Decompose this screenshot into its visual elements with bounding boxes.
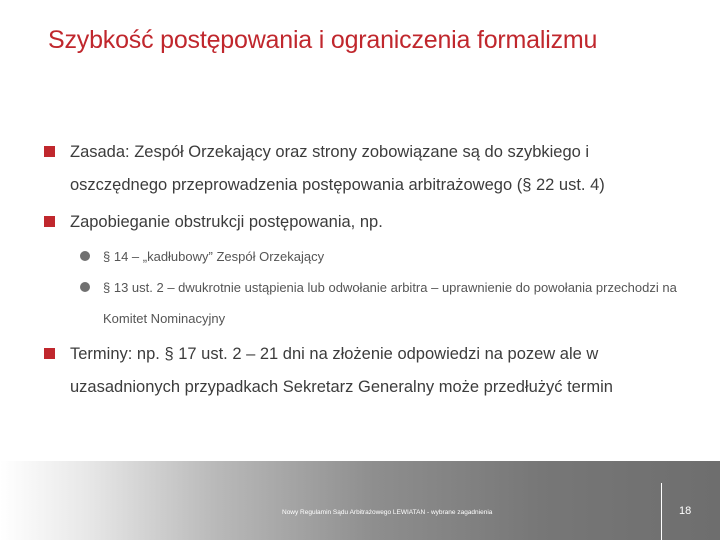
sub-bullet-list [44,241,684,334]
square-bullet-icon [44,216,55,227]
sub-bullet-text: § 13 ust. 2 – dwukrotnie ustąpienia lub odwołanie arbitra – uprawnienie do powołania przechodzi na Komitet Nominacyjny [103,280,677,326]
page-number: 18 [679,505,692,517]
footer-bar [0,461,720,540]
round-bullet-icon [80,251,90,261]
slide-title: Szybkość postępowania i ograniczenia formalizmu [48,26,598,54]
footer-caption: Nowy Regulamin Sądu Arbitrażowego LEWIATAN - wybrane zagadnienia [282,509,493,516]
bullet-item [44,338,684,404]
sub-bullet-text: § 14 – „kadłubowy” Zespół Orzekający [103,249,325,264]
round-bullet-icon [80,282,90,292]
sub-bullet-item [44,272,684,334]
bullet-item [44,136,684,202]
bullet-text: Zapobieganie obstrukcji postępowania, np. [70,213,383,231]
square-bullet-icon [44,146,55,157]
sub-bullet-item [44,241,684,272]
bullet-list [44,136,684,408]
bullet-item [44,206,684,239]
footer-divider [661,483,662,540]
square-bullet-icon [44,348,55,359]
bullet-text: Zasada: Zespół Orzekający oraz strony zobowiązane są do szybkiego i oszczędnego przeprowadzenia postępowania arbitrażowego (§ 22 ust. 4) [70,143,605,194]
bullet-text: Terminy: np. § 17 ust. 2 – 21 dni na złożenie odpowiedzi na pozew ale w uzasadnionych przypadkach Sekretarz Generalny może przedłużyć termin [70,345,613,396]
